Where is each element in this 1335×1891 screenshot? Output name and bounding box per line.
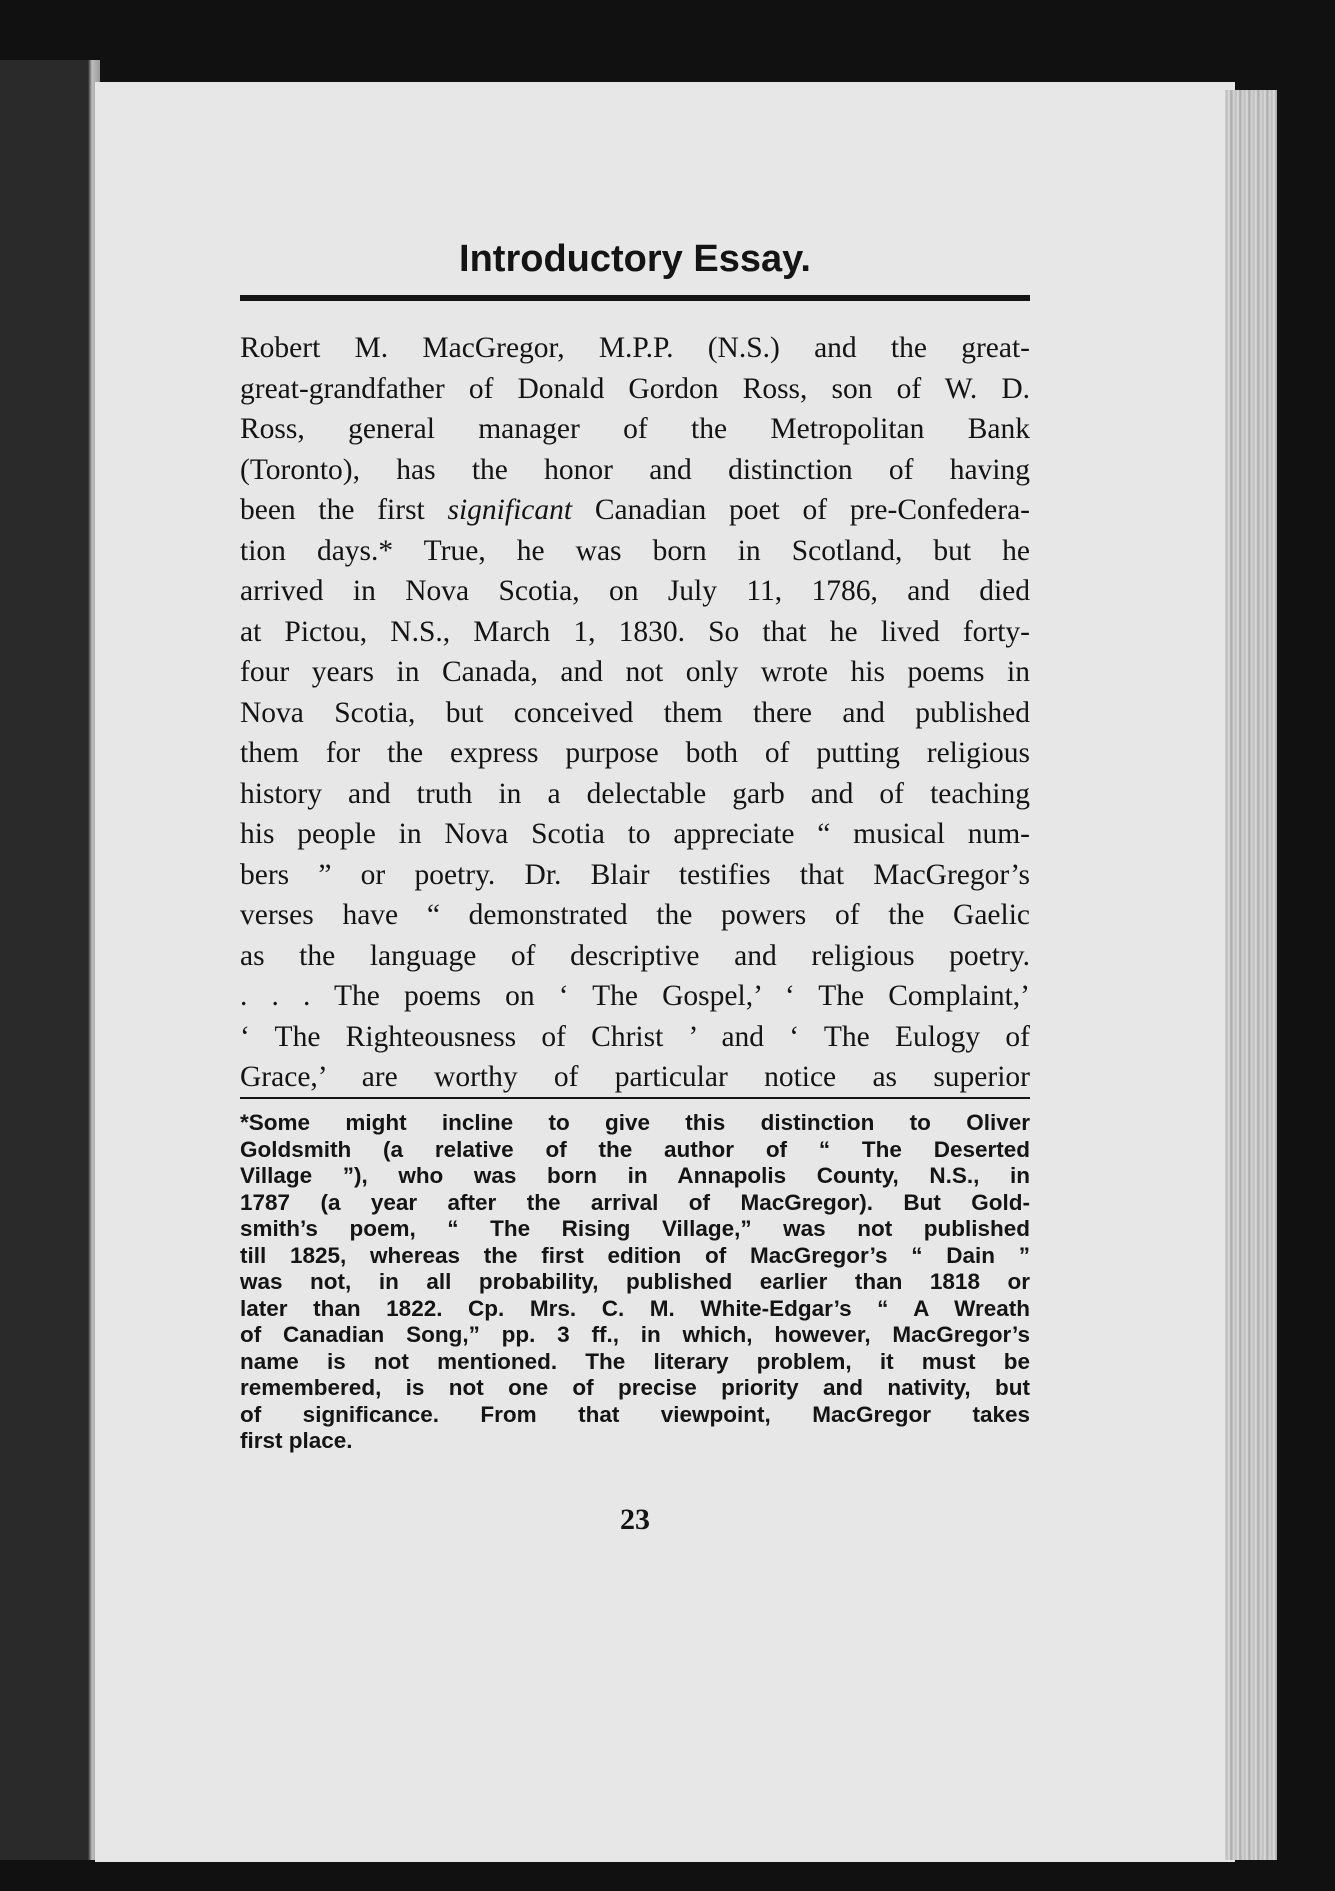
page-number: 23 bbox=[620, 1503, 650, 1536]
body-line: history and truth in a delectable garb and of teaching bbox=[240, 777, 1030, 810]
header-rule bbox=[240, 295, 1030, 301]
body-line: verses have “ demonstrated the powers of the Gaelic bbox=[240, 899, 1030, 931]
body-line: Grace,’ are worthy of particular notice as superior bbox=[240, 1061, 1030, 1093]
page-title: Introductory Essay. bbox=[459, 238, 811, 280]
body-line bbox=[240, 490, 1030, 531]
footnote-line: till 1825, whereas the first edition of MacGregor’s “ Dain ” bbox=[240, 1242, 1030, 1268]
body-text-run: Canadian poet of pre-Confedera- bbox=[572, 494, 1030, 526]
footnote-rule bbox=[240, 1097, 1030, 1099]
footnote-line: of Canadian Song,” pp. 3 ff., in which, however, MacGregor’s bbox=[240, 1322, 1030, 1347]
body-line: Robert M. MacGregor, M.P.P. (N.S.) and the great- bbox=[240, 332, 1030, 364]
footnote-line: of significance. From that viewpoint, MacGregor takes bbox=[240, 1401, 1030, 1427]
body-line: at Pictou, N.S., March 1, 1830. So that he lived forty- bbox=[240, 615, 1030, 648]
body-line: Ross, general manager of the Metropolitan Bank bbox=[240, 413, 1030, 445]
body-line: Nova Scotia, but conceived them there and published bbox=[240, 696, 1030, 729]
footnote-line: first place. bbox=[240, 1428, 353, 1453]
body-line: bers ” or poetry. Dr. Blair testifies that MacGregor’s bbox=[240, 858, 1030, 891]
footnote-line: smith’s poem, “ The Rising Village,” was not published bbox=[240, 1216, 1030, 1241]
footnote-line: Goldsmith (a relative of the author of “ The Deserted bbox=[240, 1136, 1030, 1162]
footnote-line: remembered, is not one of precise priority and nativity, but bbox=[240, 1375, 1030, 1400]
body-line: tion days.* True, he was born in Scotland, but he bbox=[240, 534, 1030, 567]
body-text bbox=[240, 328, 1030, 1098]
footnote-line: 1787 (a year after the arrival of MacGregor). But Gold- bbox=[240, 1189, 1030, 1215]
footnote-line: *Some might incline to give this distinction to Oliver bbox=[240, 1110, 1030, 1135]
page-edge-right bbox=[1225, 90, 1277, 1860]
body-line: arrived in Nova Scotia, on July 11, 1786, and died bbox=[240, 575, 1030, 607]
body-line: (Toronto), has the honor and distinction of having bbox=[240, 453, 1030, 486]
footnote-line: was not, in all probability, published earlier than 1818 or bbox=[240, 1269, 1030, 1294]
scan-background-left bbox=[0, 60, 100, 1860]
body-text-run: been the first bbox=[240, 494, 448, 526]
body-line: as the language of descriptive and religious poetry. bbox=[240, 939, 1030, 972]
body-line: ‘ The Righteousness of Christ ’ and ‘ The Eulogy of bbox=[240, 1020, 1030, 1053]
footnote-line: later than 1822. Cp. Mrs. C. M. White-Edgar’s “ A Wreath bbox=[240, 1295, 1030, 1321]
footnote-line: name is not mentioned. The literary problem, it must be bbox=[240, 1348, 1030, 1374]
footnote bbox=[240, 1110, 1030, 1455]
body-line: them for the express purpose both of putting religious bbox=[240, 737, 1030, 769]
emphasis-significant: significant bbox=[447, 494, 573, 526]
body-line: great-grandfather of Donald Gordon Ross, son of W. D. bbox=[240, 372, 1030, 405]
footnote-line: Village ”), who was born in Annapolis County, N.S., in bbox=[240, 1163, 1030, 1188]
body-line: four years in Canada, and not only wrote his poems in bbox=[240, 656, 1030, 688]
body-line: . . . The poems on ‘ The Gospel,’ ‘ The Complaint,’ bbox=[240, 980, 1030, 1012]
body-line: his people in Nova Scotia to appreciate “ musical num- bbox=[240, 818, 1030, 850]
